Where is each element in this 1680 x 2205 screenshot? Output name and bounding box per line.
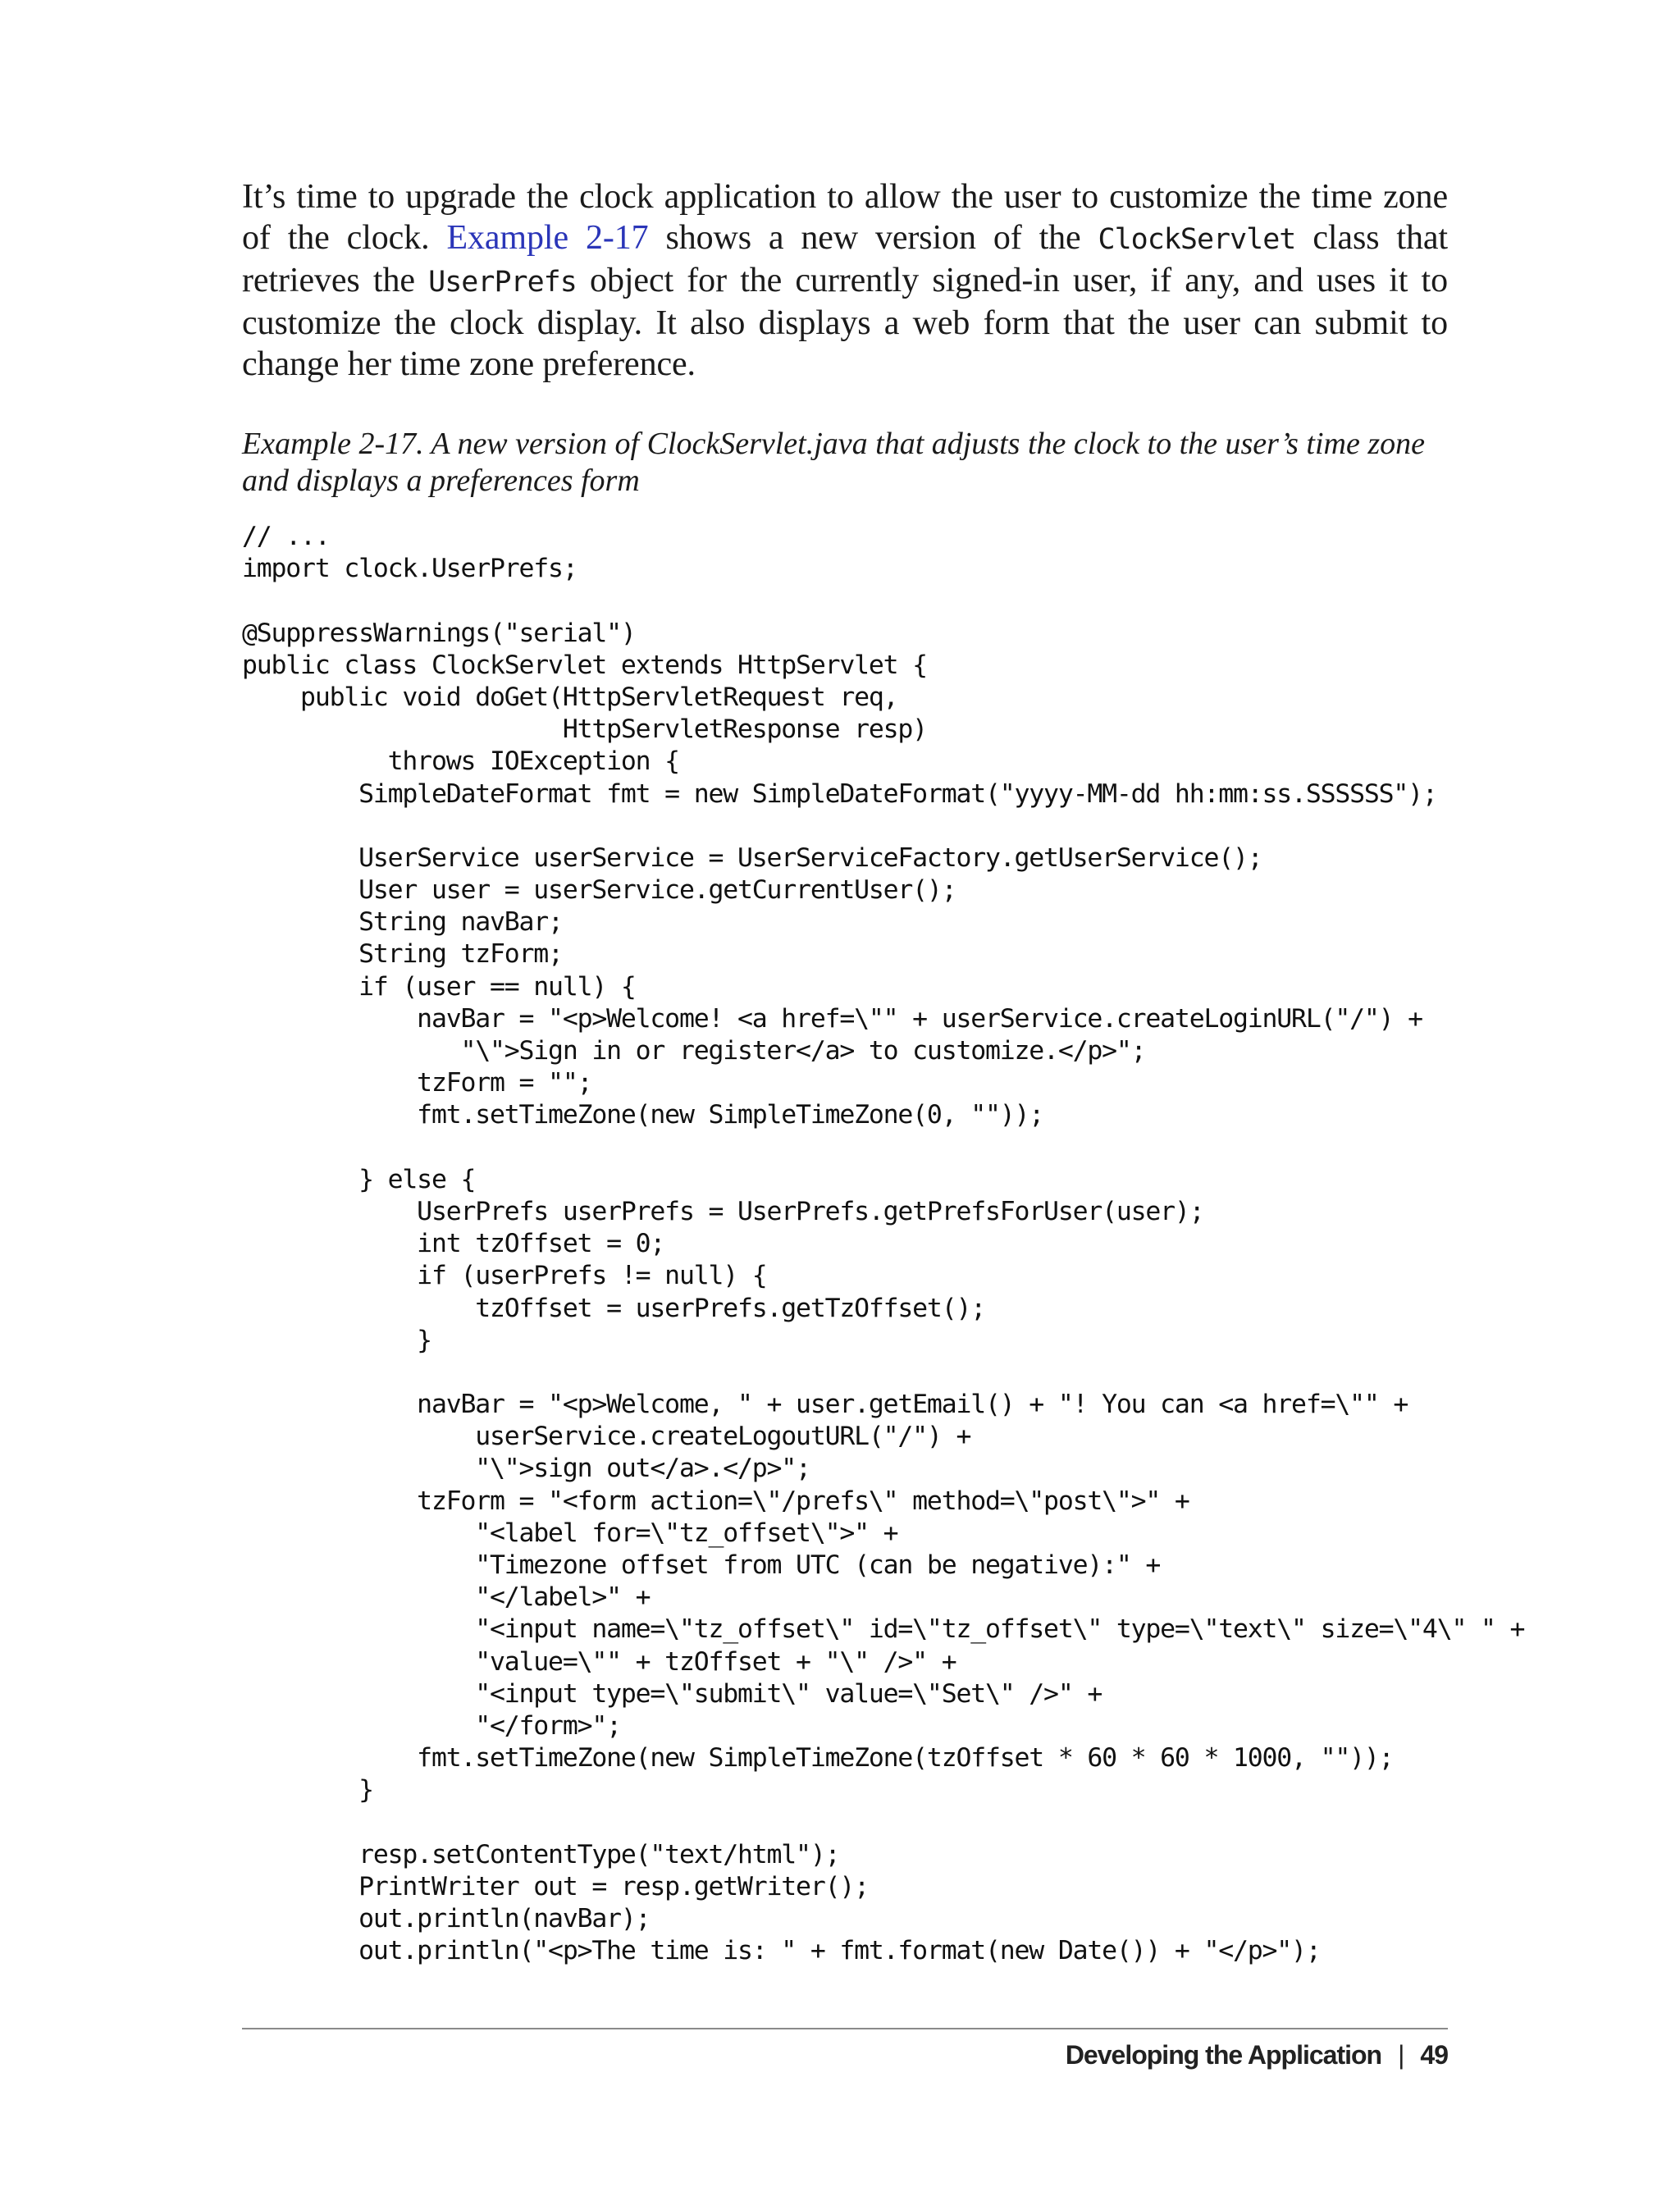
code-line: String tzForm; <box>242 939 563 970</box>
code-line <box>242 1807 1448 1839</box>
code-line <box>242 810 1448 842</box>
code-line: // ... <box>242 522 330 551</box>
code-line <box>242 1357 1448 1389</box>
code-line: "<input name=\"tz_offset\" id=\"tz_offset\" type=\"text\" size=\"4\" " + <box>242 1614 1525 1645</box>
code-line: out.println("<p>The time is: " + fmt.format(new Date()) + "</p>"); <box>242 1936 1321 1966</box>
page-footer <box>1066 2040 1448 2070</box>
code-listing <box>242 521 1525 1967</box>
page-number: 49 <box>1420 2040 1448 2070</box>
code-line: fmt.setTimeZone(new SimpleTimeZone(0, "")); <box>242 1100 1044 1130</box>
code-line: if (userPrefs != null) { <box>242 1261 767 1291</box>
inline-code-userprefs: UserPrefs <box>428 266 577 299</box>
code-line: @SuppressWarnings("serial") <box>242 618 636 648</box>
code-line: navBar = "<p>Welcome! <a href=\"" + userService.createLoginURL("/") + <box>242 1003 1422 1034</box>
code-line: import clock.UserPrefs; <box>242 554 578 584</box>
code-line: out.println(navBar); <box>242 1904 651 1934</box>
code-line: tzForm = ""; <box>242 1068 592 1098</box>
code-line: UserService userService = UserServiceFactory.getUserService(); <box>242 842 1262 873</box>
intro-paragraph <box>242 176 1448 385</box>
code-line: navBar = "<p>Welcome, " + user.getEmail() + "! You can <a href=\"" + <box>242 1390 1408 1420</box>
code-line: "<input type=\"submit\" value=\"Set\" />" + <box>242 1678 1102 1709</box>
code-line: String navBar; <box>242 907 563 938</box>
code-line: "Timezone offset from UTC (can be negative):" + <box>242 1550 1161 1580</box>
inline-code-clockservlet: ClockServlet <box>1098 223 1296 256</box>
code-line: resp.setContentType("text/html"); <box>242 1839 840 1869</box>
code-line: public void doGet(HttpServletRequest req, <box>242 682 898 712</box>
code-line: "</form>"; <box>242 1710 621 1741</box>
intro-text-middle: class that retrieves the <box>242 219 1448 299</box>
code-line: } <box>242 1775 373 1806</box>
code-line: "</label>" + <box>242 1582 651 1613</box>
intro-text-start: It’s time to upgrade the clock application to allow the user to customize the time zone of the clock. <box>242 178 1448 257</box>
code-line: tzForm = "<form action=\"/prefs\" method=\"post\">" + <box>242 1486 1189 1516</box>
code-line: "\">Sign in or register</a> to customize.</p>"; <box>242 1036 1146 1066</box>
footer-section-title: Developing the Application <box>1065 2040 1382 2070</box>
code-line: "value=\"" + tzOffset + "\" />" + <box>242 1646 956 1677</box>
code-line: public class ClockServlet extends HttpServlet { <box>242 650 927 680</box>
code-line: } else { <box>242 1164 476 1194</box>
intro-text-end: object for the currently signed-in user, if any, and uses it to customize the clock display. It also displays a web form that the user can submit to change her time zone preference. <box>242 262 1448 383</box>
code-line: PrintWriter out = resp.getWriter(); <box>242 1871 869 1901</box>
footer-divider <box>242 2028 1448 2029</box>
code-line: "<label for=\"tz_offset\">" + <box>242 1518 898 1548</box>
code-line <box>242 1132 1448 1164</box>
code-line: throws IOException { <box>242 746 679 777</box>
code-line: SimpleDateFormat fmt = new SimpleDateFormat("yyyy-MM-dd hh:mm:ss.SSSSSS"); <box>242 778 1437 809</box>
example-2-17-link[interactable]: Example 2-17 <box>446 219 649 257</box>
intro-text-after-link: shows a new version of the <box>648 219 1098 257</box>
code-line: "\">sign out</a>.</p>"; <box>242 1454 810 1484</box>
footer-separator: | <box>1398 2040 1404 2070</box>
code-line: fmt.setTimeZone(new SimpleTimeZone(tzOffset * 60 * 60 * 1000, "")); <box>242 1743 1394 1774</box>
code-line: if (user == null) { <box>242 971 636 1002</box>
code-line: userService.createLogoutURL("/") + <box>242 1422 971 1452</box>
code-line: HttpServletResponse resp) <box>242 714 927 745</box>
code-line: tzOffset = userPrefs.getTzOffset(); <box>242 1293 985 1323</box>
code-line: } <box>242 1325 431 1355</box>
code-line: UserPrefs userPrefs = UserPrefs.getPrefsForUser(user); <box>242 1196 1204 1226</box>
page-body <box>242 176 1525 1967</box>
code-line: User user = userService.getCurrentUser(); <box>242 875 956 906</box>
example-caption: Example 2-17. A new version of ClockServlet.java that adjusts the clock to the user’s time zone and displays a preferences form <box>242 427 1425 498</box>
code-line: int tzOffset = 0; <box>242 1229 665 1259</box>
code-line <box>242 585 1448 617</box>
